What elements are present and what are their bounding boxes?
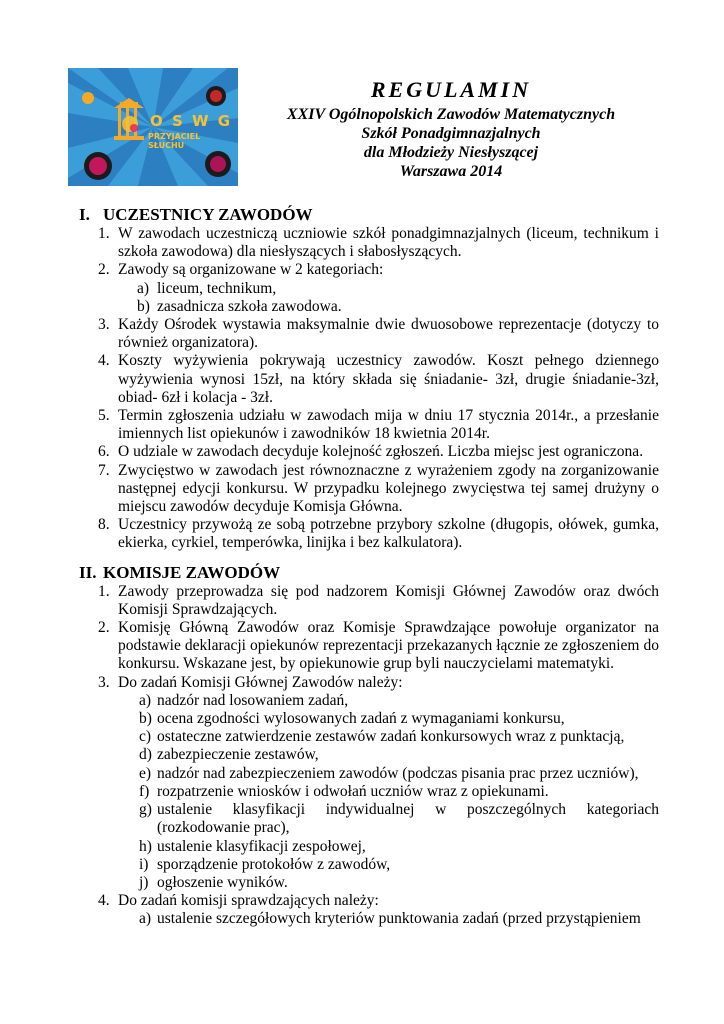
sub-item	[79, 728, 659, 746]
sub-item	[79, 280, 659, 298]
sub-item	[79, 765, 659, 783]
section-heading	[79, 205, 659, 225]
logo-text-top: O S W G	[150, 112, 233, 130]
sub-item	[79, 910, 659, 928]
item-text: Zawody są organizowane w 2 kategoriach:	[118, 261, 384, 279]
sub-letter: j)	[139, 873, 149, 891]
item-text: W zawodach uczestniczą uczniowie szkół ponadgimnazjalnych (liceum, technikum i szkoła zawodowa) dla niesłyszących i słabosłyszących.	[118, 225, 659, 261]
item-text: Termin zgłoszenia udziału w zawodach mija w dniu 17 stycznia 2014r., a przesłanie imiennych list opiekunów i zawodników 18 kwietnia 2014r.	[118, 407, 659, 443]
subtitle-line: Szkół Ponadgimnazjalnych	[361, 125, 541, 142]
item-number: 2.	[98, 619, 110, 637]
list-item	[79, 619, 659, 674]
item-text: O udziale w zawodach decyduje kolejność zgłoszeń. Liczba miejsc jest ograniczona.	[118, 443, 644, 461]
item-text: Koszty wyżywienia pokrywają uczestnicy zawodów. Koszt pełnego dziennego wyżywienia wynosi 15zł, na który składa się śniadanie- 3zł, drugie śniadanie-3zł, obiad- 6zł i kolacja - 3zł.	[118, 352, 659, 406]
sub-letter: e)	[139, 764, 152, 782]
sub-letter: i)	[139, 855, 149, 873]
item-number: 4.	[98, 892, 110, 910]
item-text: Zwycięstwo w zawodach jest równoznaczne z wyrażeniem zgody na zorganizowanie następnej edycji konkursu. W przypadku kolejnego zwycięstwa tej samej drużyny o miejscu zawodów decyduje Komisja Główna.	[118, 461, 659, 516]
item-text: Zawody przeprowadza się pod nadzorem Komisji Głównej Zawodów oraz dwóch Komisji Sprawdzających.	[118, 582, 659, 618]
item-number: 1.	[98, 225, 110, 242]
sub-letter: f)	[139, 782, 150, 800]
sub-text: liceum, technikum,	[157, 279, 277, 297]
list-item	[79, 407, 659, 443]
sub-item	[79, 298, 659, 316]
item-text: Do zadań komisji sprawdzających należy:	[118, 892, 379, 910]
item-number: 4.	[98, 352, 110, 370]
sub-item	[79, 692, 659, 710]
list-item	[79, 516, 659, 552]
item-number: 7.	[98, 461, 110, 479]
item-text: Do zadań Komisji Głównej Zawodów należy:	[118, 673, 403, 691]
section-title: KOMISJE ZAWODÓW	[103, 562, 281, 582]
item-text: Uczestnicy przywożą ze sobą potrzebne przybory szkolne (długopis, ołówek, gumka, ekierka, cyrkiel, temperówka, linijka i bez kalkulatora).	[118, 516, 659, 552]
document-subtitle	[270, 105, 632, 181]
document-title: REGULAMIN	[370, 77, 532, 102]
sub-text: ogłoszenie wyników.	[157, 873, 288, 891]
list-item	[79, 583, 659, 619]
sub-item	[79, 801, 659, 837]
sub-text: sporządzenie protokołów z zawodów,	[157, 855, 391, 873]
section-number: II.	[79, 562, 97, 582]
section-list	[79, 583, 659, 929]
list-item	[79, 462, 659, 517]
sub-item	[79, 856, 659, 874]
sub-text: zasadnicza szkoła zawodowa.	[157, 297, 342, 315]
item-number: 6.	[98, 443, 110, 461]
item-number: 8.	[98, 516, 110, 534]
list-item	[79, 352, 659, 407]
list-item	[79, 443, 659, 461]
list-item	[79, 261, 659, 279]
sub-letter: a)	[139, 910, 152, 928]
sub-text: nadzór nad zabezpieczeniem zawodów (podczas pisania prac przez uczniów),	[157, 764, 639, 782]
regulation-body	[79, 205, 659, 929]
sub-item	[79, 874, 659, 892]
sub-text: ustalenie szczegółowych kryteriów punktowania zadań (przed przystąpieniem	[157, 910, 641, 928]
sub-letter: h)	[139, 837, 152, 855]
sub-text: ocena zgodności wylosowanych zadań z wymaganiami konkursu,	[157, 710, 565, 728]
subtitle-line: Warszawa 2014	[399, 163, 503, 180]
sub-letter: d)	[139, 746, 152, 764]
sub-letter: g)	[139, 801, 152, 819]
section-list	[79, 225, 659, 553]
list-item	[79, 316, 659, 352]
oswg-logo	[68, 68, 238, 186]
subtitle-line: XXIV Ogólnopolskich Zawodów Matematycznych	[286, 106, 616, 123]
sub-text: zabezpieczenie zestawów,	[157, 746, 319, 764]
item-number: 2.	[98, 261, 110, 279]
subtitle-line: dla Młodzieży Niesłyszącej	[363, 144, 539, 161]
item-text: Każdy Ośrodek wystawia maksymalnie dwie dwuosobowe reprezentacje (dotyczy to również organizatora).	[118, 316, 659, 352]
sub-text: ostateczne zatwierdzenie zestawów zadań konkursowych wraz z punktacją,	[157, 728, 625, 746]
section-heading	[79, 563, 659, 583]
logo-text-bottom: PRZYJACIEL SŁUCHU	[148, 132, 201, 150]
sub-text: rozpatrzenie wniosków i odwołań uczniów wraz z opiekunami.	[157, 782, 549, 800]
sub-letter: b)	[137, 297, 150, 315]
sub-letter: a)	[137, 279, 150, 297]
section-title: UCZESTNICY ZAWODÓW	[103, 205, 313, 224]
list-item	[79, 674, 659, 692]
sub-item	[79, 746, 659, 764]
sub-text: nadzór nad losowaniem zadań,	[157, 691, 349, 709]
section-number: I.	[79, 205, 90, 224]
sub-item	[79, 783, 659, 801]
item-number: 1.	[98, 582, 110, 600]
sub-item	[79, 710, 659, 728]
sub-text: ustalenie klasyfikacji indywidualnej w poszczególnych kategoriach (rozkodowanie prac),	[157, 801, 659, 837]
item-number: 3.	[98, 673, 110, 691]
sub-text: ustalenie klasyfikacji zespołowej,	[157, 837, 366, 855]
sub-item	[79, 838, 659, 856]
sub-letter: a)	[139, 691, 152, 709]
sub-letter: c)	[139, 728, 152, 746]
item-text: Komisję Główną Zawodów oraz Komisje Sprawdzające powołuje organizator na podstawie deklaracji opiekunów reprezentacji przekazanych łącznie ze zgłoszeniem do konkursu. Wskazane jest, by opiekunowie grup byli nauczycielami matematyki.	[118, 619, 659, 673]
item-number: 5.	[98, 407, 110, 425]
list-item	[79, 225, 659, 261]
sub-letter: b)	[139, 710, 152, 728]
list-item	[79, 892, 659, 910]
item-number: 3.	[98, 316, 110, 334]
